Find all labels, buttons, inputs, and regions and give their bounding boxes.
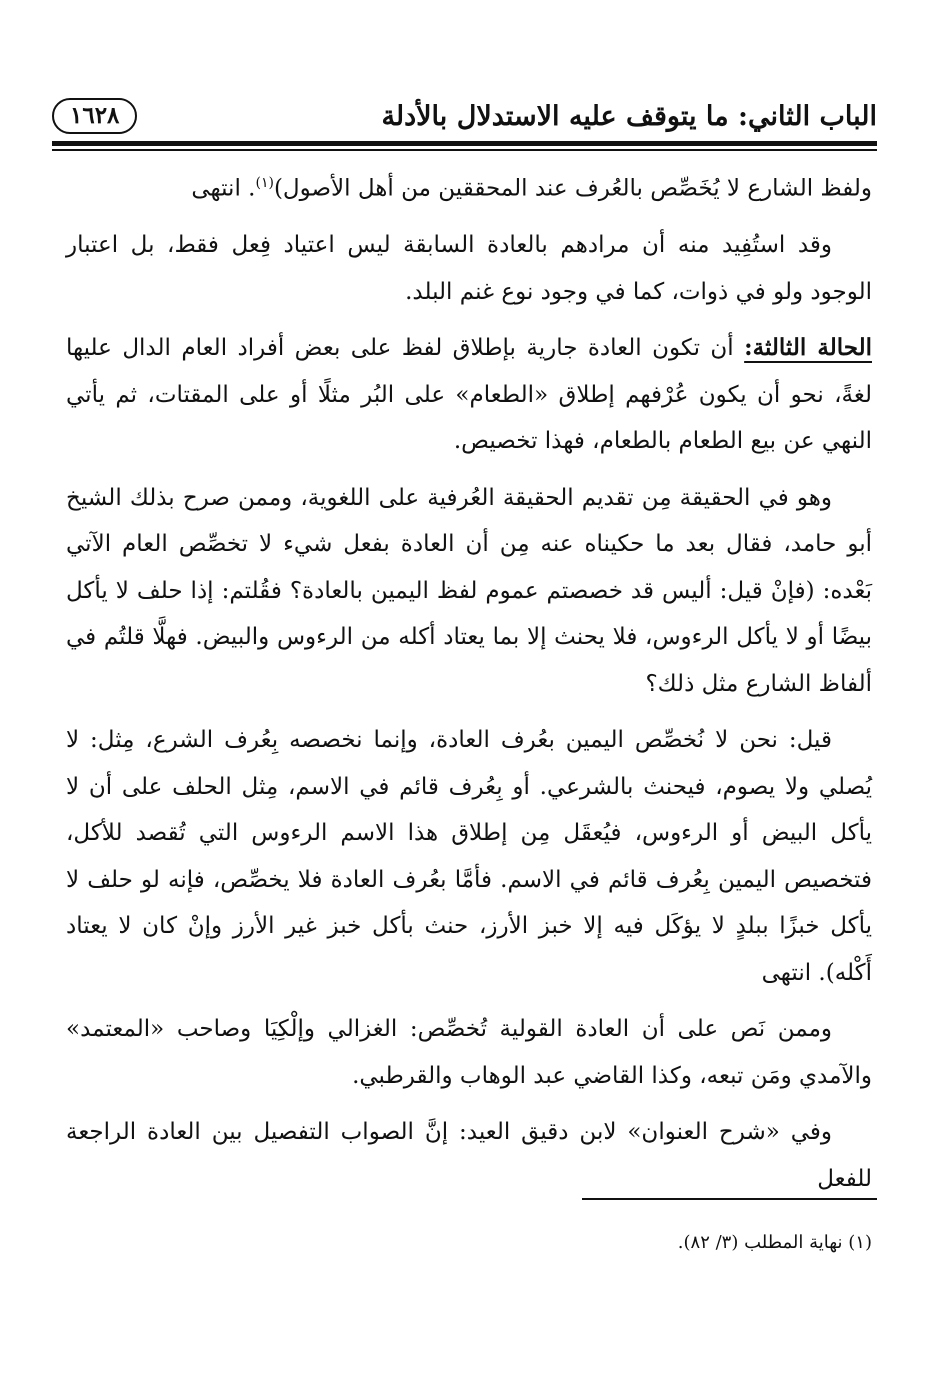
paragraph-1-end: . انتهى xyxy=(191,175,256,202)
header-rule-thick xyxy=(52,141,877,146)
footnote-marker: (١) xyxy=(255,175,274,191)
paragraph-2: وقد استُفِيد منه أن مرادهم بالعادة السابقة ليس اعتياد فِعل فقط، بل اعتبار الوجود ولو في ذوات، كما في وجود نوع غنم البلد. xyxy=(66,232,872,305)
paragraph-3-text: أن تكون العادة جارية بإطلاق لفظ على بعض أفراد العام الدال عليها لغةً، نحو أن يكون عُرْفهم إطلاق «الطعام» على البُر مثلًا أو على المقتات، ثم يأتي النهي عن بيع الطعام بالطعام، فهذا تخصيص. xyxy=(66,335,872,455)
paragraph-5: قيل: نحن لا نُخصِّص اليمين بعُرف العادة، وإنما نخصصه بِعُرف الشرع، مِثل: لا يُصلي ولا يصوم، فيحنث بالشرعي. أو بِعُرف قائم في الاسم، مِثل الحلف على أن لا يأكل البيض أو الرءوس، فيُعقَل مِن إطلاق هذا الاسم الرءوس التي تُقصد للأكل، فتخصيص اليمين بِعُرف قائم في الاسم. فأمَّا بعُرف العادة فلا يخصِّص، فإنه لو حلف لا يأكل خبزًا ببلدٍ لا يؤكَل فيه إلا خبز الأرز، حنث بأكل خبز غير الأرز وإنْ كان لا يعتاد أَكْله). انتهى xyxy=(66,727,872,986)
paragraph-1 xyxy=(66,160,872,212)
paragraph-3 xyxy=(66,325,872,465)
footnote: (١) نهاية المطلب (٣/ ٨٢). xyxy=(677,1232,872,1253)
paragraph-4: وهو في الحقيقة مِن تقديم الحقيقة العُرفية على اللغوية، وممن صرح بذلك الشيخ أبو حامد، فقال بعد ما حكيناه عنه مِن أن العادة بفعل شيء لا تخصِّص العام الآتي بَعْده: (فإنْ قيل: أليس قد خصصتم عموم لفظ اليمين بالعادة؟ فقُلتم: إذا حلف لا يأكل بيضًا أو لا يأكل الرءوس، فلا يحنث إلا بما يعتاد أكله من الرءوس والبيض. فهلَّا قلتُم في ألفاظ الشارع مثل ذلك؟ xyxy=(66,484,872,697)
section-label: الحالة الثالثة: xyxy=(744,334,872,362)
page-number: ١٦٢٨ xyxy=(52,98,137,134)
running-header xyxy=(52,96,877,136)
footnote-rule xyxy=(582,1198,877,1200)
paragraph-7: وفي «شرح العنوان» لابن دقيق العيد: إنَّ الصواب التفصيل بين العادة الراجعة للفعل xyxy=(66,1119,872,1192)
paragraph-1-text: ولفظ الشارع لا يُخَصِّص بالعُرف عند المحققين من أهل الأصول) xyxy=(273,175,872,202)
paragraph-6: وممن نَص على أن العادة القولية تُخصِّص: الغزالي وإلْكِيَا وصاحب «المعتمد» والآمدي ومَن تبعه، وكذا القاضي عبد الوهاب والقرطبي. xyxy=(66,1016,872,1089)
header-rule-thin xyxy=(52,149,877,151)
main-text xyxy=(66,160,872,1212)
running-title: الباب الثاني: ما يتوقف عليه الاستدلال بالأدلة xyxy=(381,100,877,132)
